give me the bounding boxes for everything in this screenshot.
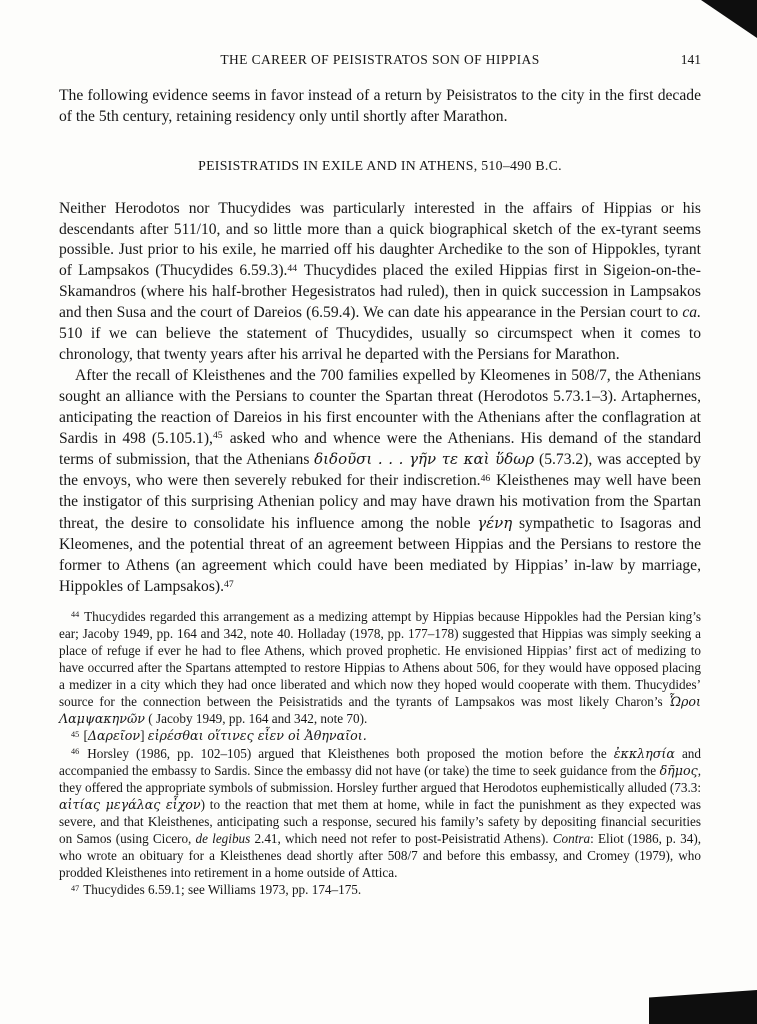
- running-header-title: THE CAREER OF PEISISTRATOS SON OF HIPPIAS: [220, 52, 540, 67]
- footnote-46: $^{46}$ Horsley (1986, pp. 102–105) argued that Kleisthenes both proposed the motion before the ἐκκλησία and accompanied the embassy to Sardis. Since the embassy did not have (or take) the time to seek guidance from the δῆμος, they offered the appropriate symbols of submission. Horsley further argued that Herodotos euphemistically alluded (73.3: αἰτίας μεγάλας εἶχον) to the reaction that met them at home, while in fact the punishment as they expected was severe, and that Kleisthenes, anticipating such a response, secured his family’s safety by depositing financial securities on Samos (using Cicero, de legibus 2.41, which need not refer to post-Peisistratid Athens). Contra: Eliot (1986, p. 34), who wrote an obituary for a Kleisthenes dead shortly after 508/7 and before this embassy, and Cromey (1979), who prodded Kleisthenes into retirement in a home outside of Attica.: [59, 745, 702, 881]
- intro-paragraph: The following evidence seems in favor instead of a return by Peisistratos to the city in the first decade of the 5th century, retaining residency only until shortly after Marathon.: [59, 87, 701, 125]
- body-paragraph-2: After the recall of Kleisthenes and the 700 families expelled by Kleomenes in 508/7, the Athenians sought an alliance with the Persians to counter the Spartan threat (Herodotos 5.73.1–3). Artaphernes, anticipating the reaction of Dareios in his first encounter with the Athenians after the conflagration at Sardis in 498 (5.105.1),$^{45}$ asked who and whence were the Athenians. His demand of the standard terms of submission, that the Athenians διδοῦσι . . . γῆν τε καὶ ὕδωρ (5.73.2), was accepted by the envoys, who were then severely rebuked for their indiscretion.$^{46}$ Kleisthenes may well have been the instigator of this surprising Athenian policy and may have drawn his motivation from the Spartan threat, the desire to consolidate his influence among the noble γένη sympathetic to Isagoras and Kleomenes, and the potential threat of an agreement between Hippias and the Persians to restore the former to Athens (an agreement which could have been mediated by Hippias’ in-law by marriage, Hippokles of Lampsakos).$^{47}$: [59, 366, 702, 595]
- scan-artifact-bottom-right: [649, 990, 757, 1024]
- footnote-47: $^{47}$ Thucydides 6.59.1; see Williams 1973, pp. 174–175.: [71, 882, 362, 898]
- running-header: [59, 52, 701, 68]
- body-paragraph-1: Neither Herodotos nor Thucydides was particularly interested in the affairs of Hippias or his descendants after 511/10, and so little more than a quick biographical sketch of the ex-tyrant seems possible. Just prior to his exile, he married off his daughter Archedike to the son of Hippokles, tyrant of Lampsakos (Thucydides 6.59.3).$^{44}$ Thucydides placed the exiled Hippias first in Sigeion-on-the-Skamandros (where his half-brother Hegesistratos had ruled), then in quick succession in Lampsakos and then Susa and the court of Dareios (6.59.4). We can date his appearance in the Persian court to ca. 510 if we can believe the statement of Thucydides, usually so circumspect when it comes to chronology, that twenty years after his arrival he departed with the Persians for Marathon.: [59, 199, 701, 363]
- text-block: [59, 52, 701, 898]
- footnotes-section: [59, 608, 701, 899]
- page-number: 141: [680, 52, 701, 67]
- section-heading: PEISISTRATIDS IN EXILE AND IN ATHENS, 510–490 B.C.: [198, 157, 562, 173]
- footnote-45: $^{45}$ [Δαρεῖον] εἰρέσθαι οἵτινες εἶεν οἱ Ἀθηναῖοι.: [71, 728, 367, 744]
- footnote-44: $^{44}$ Thucydides regarded this arrangement as a medizing attempt by Hippias because Hippokles had the Persian king’s ear; Jacoby 1949, pp. 164 and 342, note 40. Holladay (1978, pp. 177–178) suggested that Hippias was simply seeking a place of refuge if ever he had to flee Athens, which proved prophetic. He envisioned Hippias’ first act of medizing to have occurred after the Spartans attempted to restore Hippias to Athens about 506, for they would have opposed placing a medizer in a city which they had once liberated and which now they hoped would cooperate with them. Thucydides’ source for the connection between the Peisistratids and the tyrants of Lampsakos was most likely Charon’s Ὧροι Λαμψακηνῶν ( Jacoby 1949, pp. 164 and 342, note 70).: [59, 608, 701, 727]
- scan-artifact-top-right: [701, 0, 757, 38]
